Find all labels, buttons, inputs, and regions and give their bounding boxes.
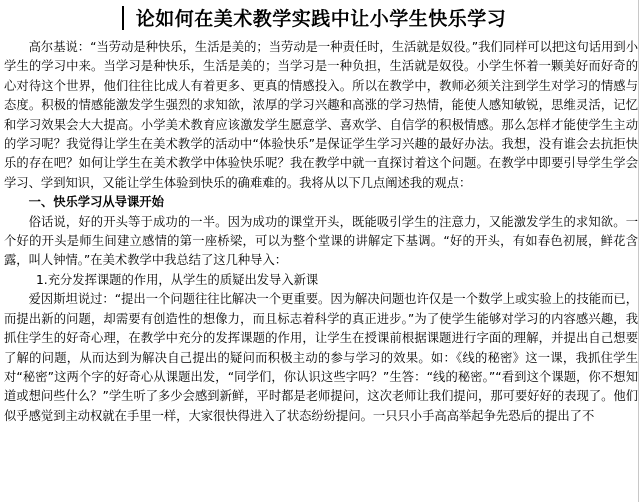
document-title: 论如何在美术教学实践中让小学生快乐学习 <box>135 8 507 30</box>
paragraph-intro: 高尔基说：“当劳动是种快乐，生活是美的；当劳动是一种责任时，生活就是奴役。”我们同样可以把这句话用到小学生的学习中来。当学习是种快乐，生活是美的；当学习是一种负担，生活就是奴役。小学生怀着一颗美好而好奇的心对待这个世界，他们往往比成人有着更多、更真的情感投入。所以在教学中，教师必须关注到学生对学习的情感与态度。积极的情感能激发学生强烈的求知欲，浓厚的学习兴趣和高涨的学习热情，能使人感知敏锐，思维灵活，记忆和学习效果会大大提高。小学美术教育应该激发学生愿意学、喜欢学、自信学的积极情感。那么怎样才能使学生主动的学习呢？我觉得让学生在美术教学的活动中“体验快乐”是保证学生学习兴趣的最好办法。我想，没有谁会去抗拒快乐的存在吧？如何让学生在美术教学中体验快乐呢？我在教学中就一直探讨着这个问题。在教学中即要引导学生学会学习、学到知识，又能让学生体验到快乐的确难难的。我将从以下几点阐述我的观点： <box>4 40 638 190</box>
document-body[interactable] <box>4 38 638 426</box>
page-edge <box>638 0 639 502</box>
text-cursor <box>122 6 124 30</box>
paragraph-subsection-1: 爱因斯坦说过：“提出一个问题往往比解决一个更重要。因为解决问题也许仅是一个数学上或实验上的技能而已，而提出新的问题，却需要有创造性的想像力，而且标志着科学的真正进步。”为了使学生能够对学习的内容感兴趣，我抓住学生的好奇心理，在教学中充分的发挥课题的作用，让学生在授课前根据课题进行字面的理解，并提出自己想要了解的问题，从而达到为解决自己提出的疑问而积极主动的参与学习的效果。如：《线的秘密》这一课，我抓住学生对“秘密”这两个字的好奇心从课题出发，“同学们，你认识这些字吗？”生答：“线的秘密。”“看到这个课题，你不想知道或想问些什么？”学生听了多少会感到新鲜，平时都是老师提问，这次老师让我们提问，那可要好好的表现了。他们似乎感觉到主动权就在手里一样，大家很快得进入了状态纷纷提问。一只只小手高高举起争先恐后的提出了不 <box>4 292 638 423</box>
section-heading-1: 一、快乐学习从导课开始 <box>28 195 164 210</box>
paragraph-section-1: 俗话说，好的开头等于成功的一半。因为成功的课堂开头，既能吸引学生的注意力，又能激发学生的求知欲。一个好的开头是师生间建立感情的第一座桥梁，可以为整个堂课的讲解定下基调。“好的开头，有如春色初展，鲜花含露，叫人钟情。”在美术教学中我总结了这几种导入： <box>4 214 638 268</box>
subsection-heading-1: 1.充分发挥课题的作用，从学生的质疑出发导入新课 <box>35 272 319 287</box>
